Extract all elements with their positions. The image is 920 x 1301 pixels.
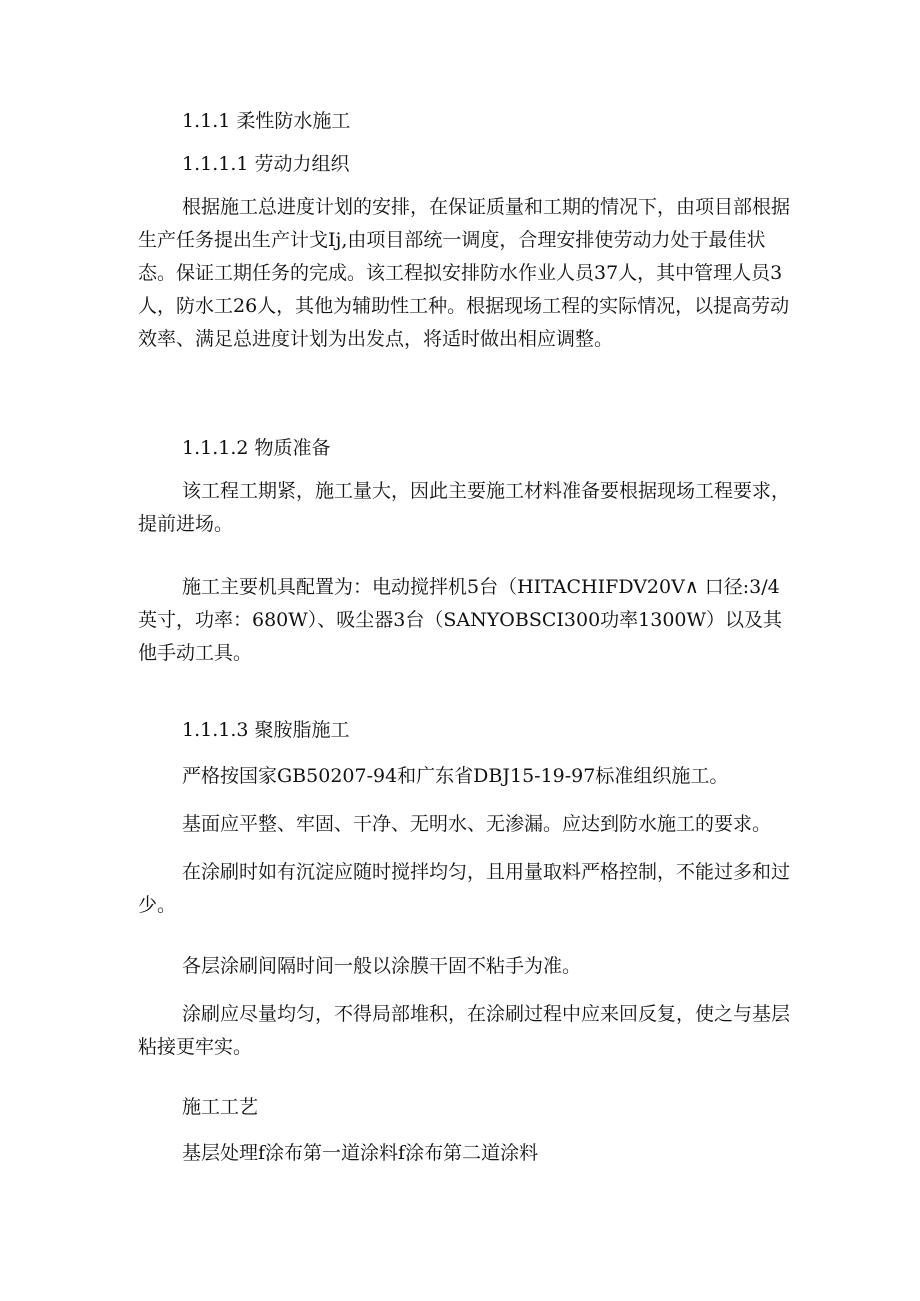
section-heading-1-1-1: 1.1.1 柔性防水施工 xyxy=(182,110,351,132)
section-heading-polyurethane: 1.1.1.3 聚胺脂施工 xyxy=(182,719,350,741)
paragraph-process-flow: 基层处理f涂布第一道涂料f涂布第二道涂料 xyxy=(182,1142,539,1164)
section-heading-labor-organization: 1.1.1.1 劳动力组织 xyxy=(182,153,350,175)
paragraph-stirring: 在涂刷时如有沉淀应随时搅拌均匀，且用量取料严格控制，不能过多和过少。 xyxy=(138,861,791,916)
paragraph-base-surface: 基面应平整、牢固、干净、无明水、无渗漏。应达到防水施工的要求。 xyxy=(182,813,772,835)
paragraph-uniform-coating: 涂刷应尽量均匀，不得局部堆积，在涂刷过程中应来回反复，使之与基层粘接更牢实。 xyxy=(138,1003,791,1058)
paragraph-coating-interval: 各层涂刷间隔时间一般以涂膜干固不粘手为准。 xyxy=(182,955,582,977)
section-heading-material-preparation: 1.1.1.2 物质准备 xyxy=(182,437,331,459)
section-heading-process: 施工工艺 xyxy=(182,1096,259,1118)
paragraph-equipment: 施工主要机具配置为：电动搅拌机5台（HITACHIFDV20V∧ 口径:3/4英寸，功率：680W）、吸尘器3台（SANYOBSCI300功率1300W）以及其他手动工具。 xyxy=(138,576,783,664)
paragraph-labor-organization: 根据施工总进度计划的安排，在保证质量和工期的情况下，由项目部根据生产任务提出生产计戈Ij,由项目部统一调度，合理安排使劳动力处于最佳状态。保证工期任务的完成。该工程拟安排防水作业人员37人，其中管理人员3人，防水工26人，其他为辅助性工种。根据现场工程的实际情况，以提高劳动效率、满足总进度计划为出发点，将适时做出相应调整。 xyxy=(138,196,791,350)
paragraph-standard: 严格按国家GB50207-94和广东省DBJ15-19-97标准组织施工。 xyxy=(182,765,729,787)
paragraph-material-preparation: 该工程工期紧，施工量大，因此主要施工材料准备要根据现场工程要求，提前进场。 xyxy=(138,480,791,535)
